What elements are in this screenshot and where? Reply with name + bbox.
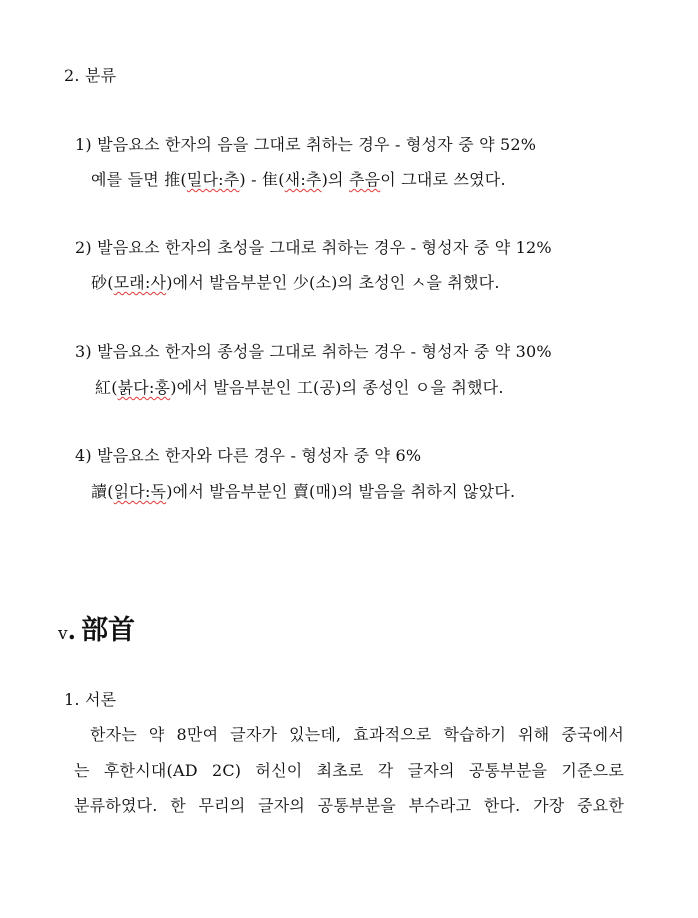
list-item-example [91,482,515,502]
spellcheck-word: 새:추 [284,170,322,189]
example-text: 讀( [91,482,114,501]
list-item-heading: 1) 발음요소 한자의 음을 그대로 취하는 경우 - 형성자 중 약 52% [75,135,537,154]
chapter-title: 部首 [81,615,136,646]
example-text: 예를 들면 推( [91,170,187,189]
spellcheck-word: 밀다:추 [186,170,240,189]
spellcheck-word: 읽다:독 [113,482,167,501]
paragraph-line: 는 후한시대(AD 2C) 허신이 최초로 각 글자의 공통부분을 기준으로 [74,761,624,780]
spellcheck-word: 붉다:홍 [117,378,171,397]
chapter-numeral: v [58,624,68,644]
section-title: 2. 분류 [64,66,117,85]
list-item-heading: 4) 발음요소 한자와 다른 경우 - 형성자 중 약 6% [75,446,422,465]
chapter-dot: . [67,616,76,645]
example-text: 이 그대로 쓰였다. [380,170,506,189]
example-text: 砂( [91,273,114,292]
list-item-example [91,170,506,190]
example-text: )에서 발음부분인 工(공)의 종성인 ㅇ을 취했다. [170,378,504,397]
example-text: )의 [321,170,349,189]
list-item-example [91,273,500,293]
example-text: 紅( [95,378,118,397]
chapter-heading [58,608,135,647]
spellcheck-word: 추음 [348,170,381,189]
paragraph-line: 분류하였다. 한 무리의 글자의 공통부분을 부수라고 한다. 가장 중요한 [74,796,624,815]
list-item-heading: 2) 발음요소 한자의 초성을 그대로 취하는 경우 - 형성자 중 약 12% [75,238,552,257]
paragraph-line: 한자는 약 8만여 글자가 있는데, 효과적으로 학습하기 위해 중국에서 [90,725,624,744]
spellcheck-word: 모래:사 [113,273,167,292]
example-text: )에서 발음부분인 賣(매)의 발음을 취하지 않았다. [166,482,516,501]
list-item-example [95,378,504,398]
section-title: 1. 서론 [64,690,117,709]
example-text: )에서 발음부분인 少(소)의 초성인 ㅅ을 취했다. [166,273,500,292]
example-text: ) - 隹( [239,170,285,189]
list-item-heading: 3) 발음요소 한자의 종성을 그대로 취하는 경우 - 형성자 중 약 30% [75,342,552,361]
